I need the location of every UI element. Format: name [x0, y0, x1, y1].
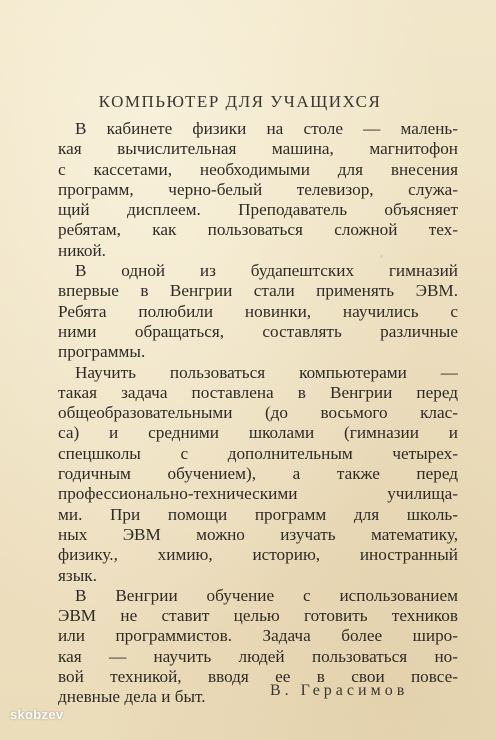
text-line: впервые в Венгрии стали применять ЭВМ. — [58, 281, 458, 301]
text-line: или программистов. Задача более широ- — [58, 626, 458, 646]
watermark: skobzev — [10, 707, 64, 722]
text-line: са) и средними школами (гимназии и — [58, 423, 458, 443]
text-line: программ, черно-белый телевизор, служа- — [58, 179, 458, 199]
text-line: В Венгрии обучение с использованием — [75, 585, 458, 605]
text-line: ребятам, как пользоваться сложной тех- — [58, 220, 458, 240]
text-line: Научить пользоваться компьютерами — — [75, 362, 458, 382]
text-line: ЭВМ не ставит целью готовить техников — [58, 606, 458, 626]
text-line: с кассетами, необходимыми для внесения — [58, 159, 458, 179]
text-line: общеобразовательными (до восьмого клас- — [58, 403, 458, 423]
text-line: В кабинете физики на столе — малень- — [75, 119, 458, 138]
text-line: дневные дела и быт. — [58, 687, 206, 707]
text-line: годичным обучением), а также перед — [58, 464, 458, 484]
text-line: ми. При помощи программ для школь- — [58, 504, 458, 524]
article-title: КОМПЬЮТЕР ДЛЯ УЧАЩИХСЯ — [98, 92, 382, 111]
text-line: никой. — [58, 240, 106, 260]
text-line: физику., химию, историю, иностранный — [58, 545, 458, 565]
text-line: вой техникой, вводя ее в свои повсе- — [58, 667, 458, 687]
text-line: программы. — [58, 342, 146, 362]
text-line: Ребята полюбили новинки, научились с — [58, 301, 458, 321]
text-line: ними обращаться, составлять различные — [58, 321, 458, 341]
author-signature: В. Герасимов — [270, 682, 409, 699]
text-line: щий дисплеем. Преподаватель объясняет — [58, 200, 458, 220]
text-line: кая — научить людей пользоваться но- — [58, 646, 458, 666]
text-line: язык. — [58, 565, 97, 585]
text-line: такая задача поставлена в Венгрии перед — [58, 382, 458, 402]
text-line: ных ЭВМ можно изучать математику, — [58, 524, 458, 544]
text-line: В одной из будапештских гимназий — [75, 261, 458, 281]
text-line: профессионально-техническими училища- — [58, 484, 458, 504]
article-body — [58, 119, 458, 708]
text-line: кая вычислительная машина, магнитофон — [58, 139, 458, 159]
text-line: спецшколы с дополнительным четырех- — [58, 443, 458, 463]
